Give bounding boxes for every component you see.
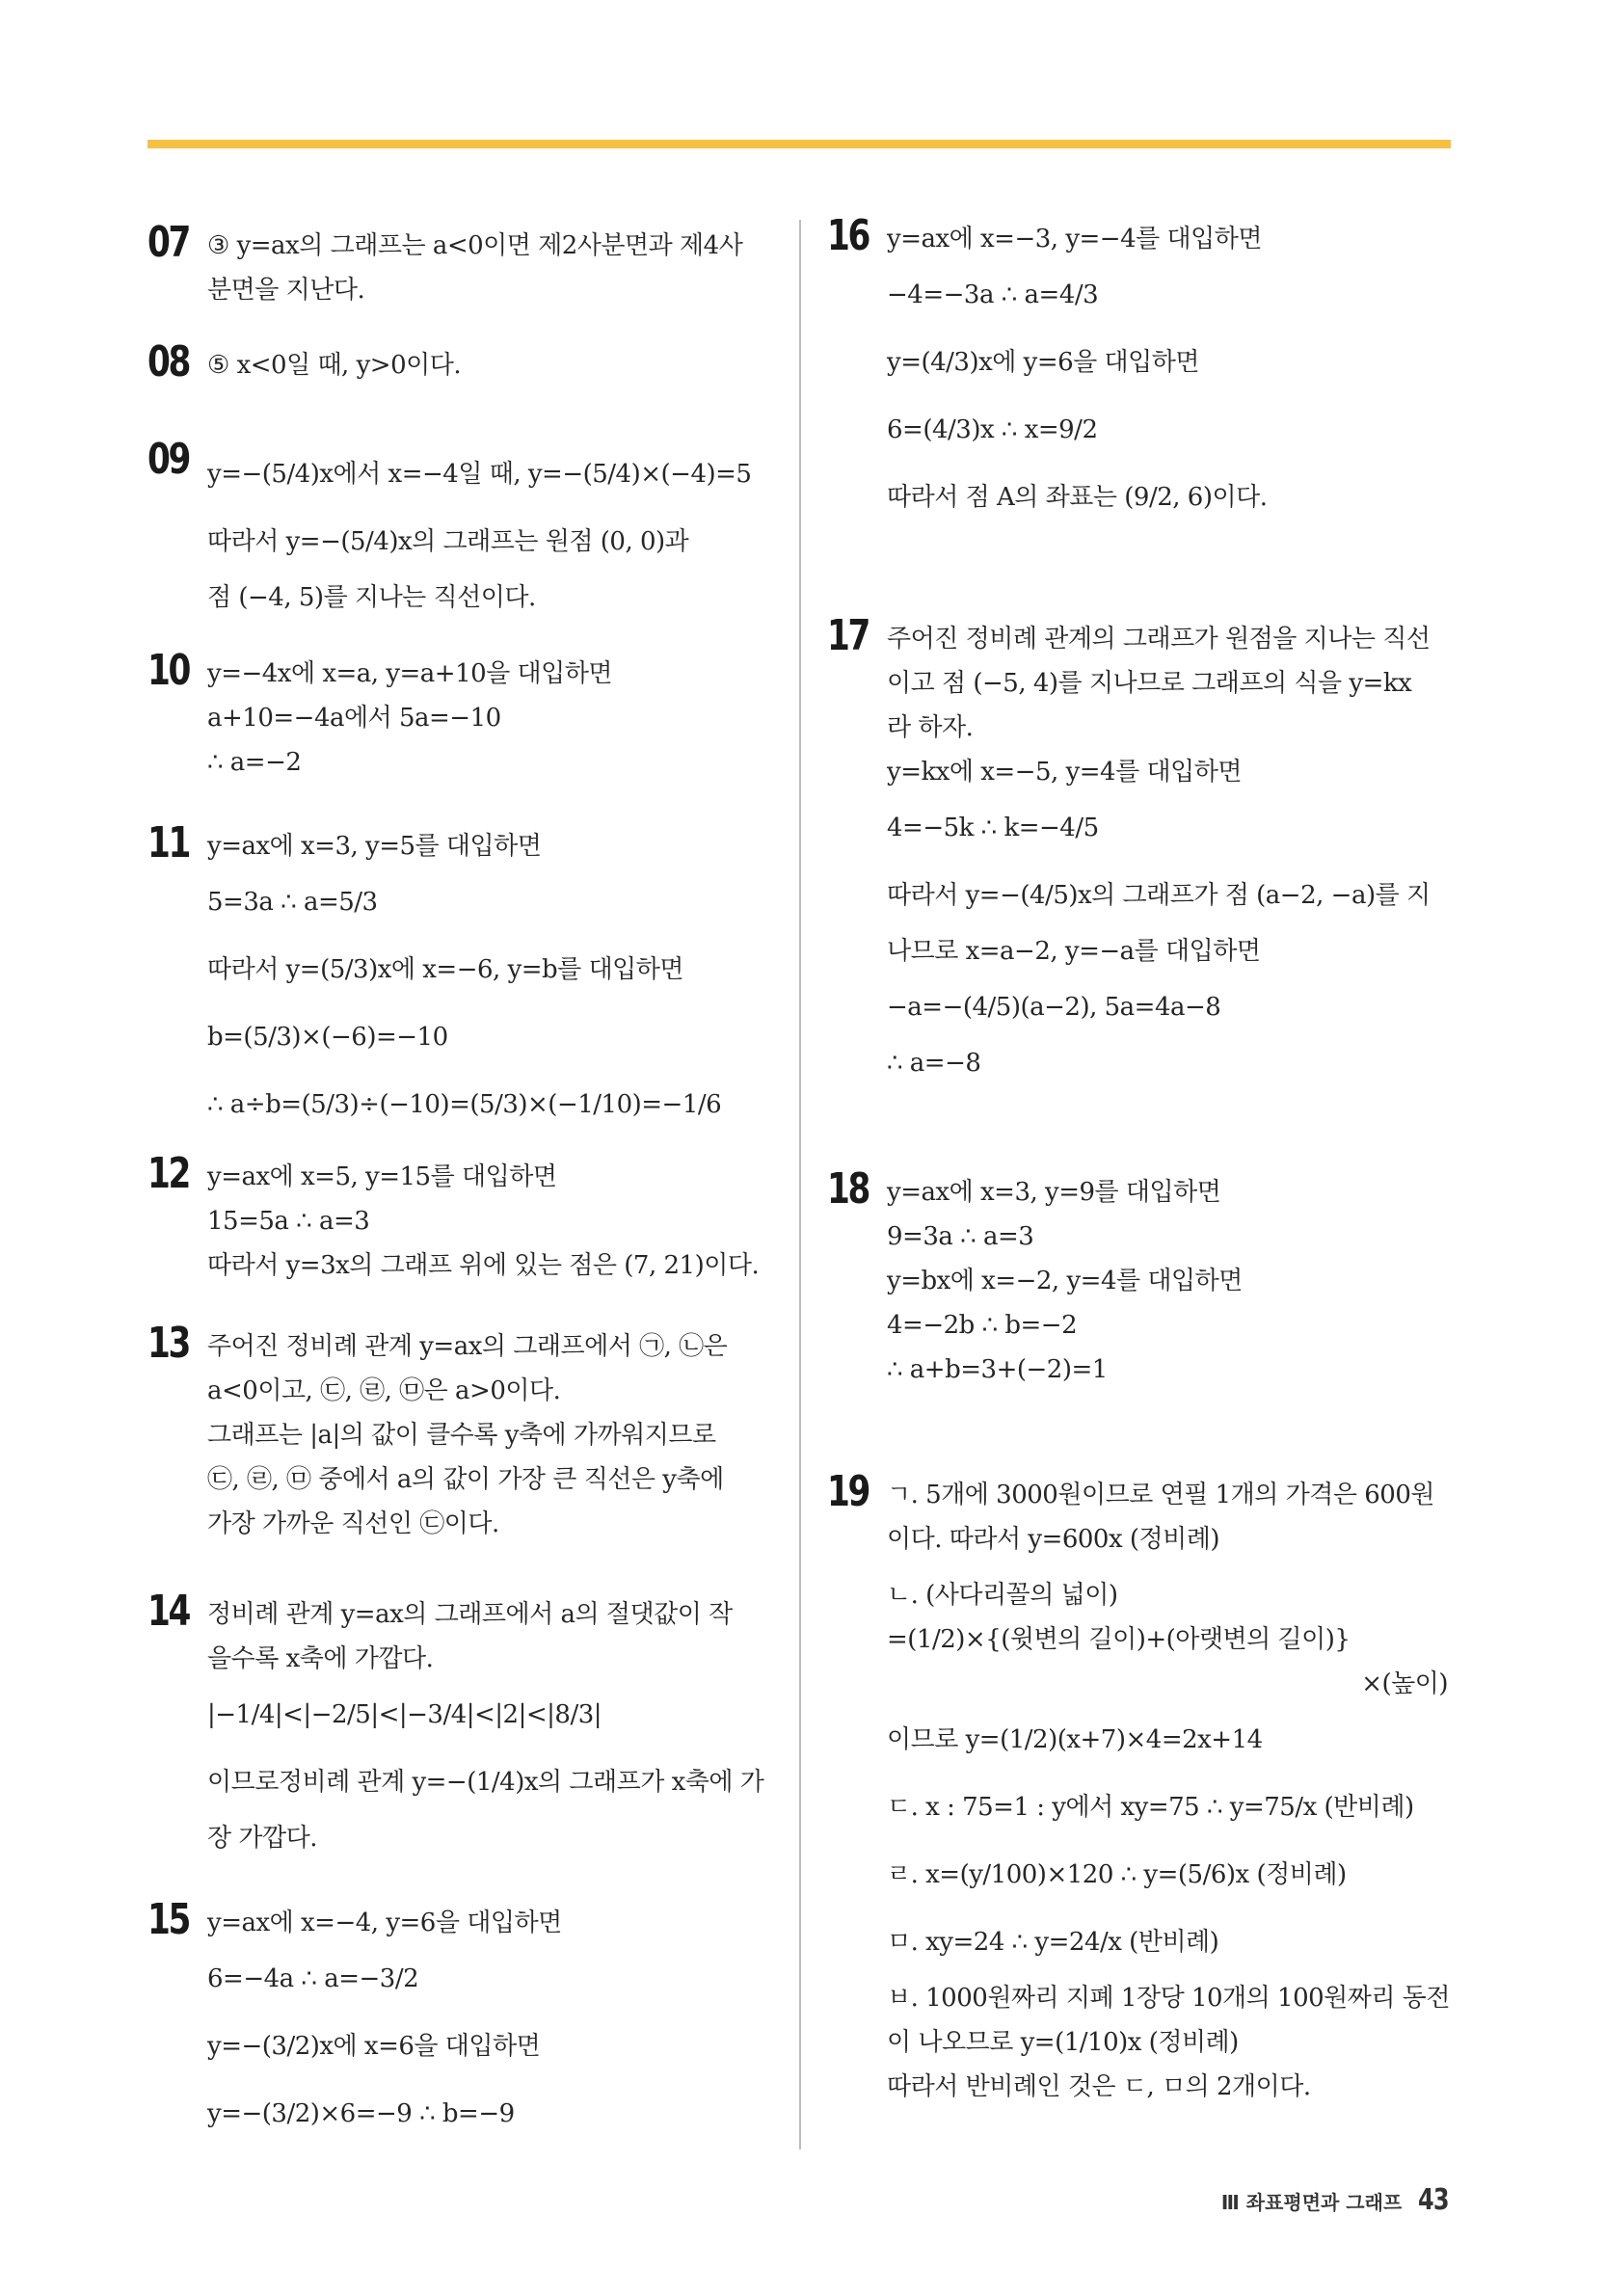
solution-line: a+10=−4a에서 5a=−10 [207, 704, 501, 733]
solution-line: y=kx에 x=−5, y=4를 대입하면 [887, 758, 1242, 787]
page-number: 43 [1418, 2183, 1450, 2217]
header-rule [147, 140, 1451, 148]
solution-line: 장 가깝다. [207, 1824, 317, 1853]
solution-line: b=(5/3)×(−6)=−10 [207, 1023, 448, 1052]
solution-line: y=−(3/2)×6=−9 ∴ b=−9 [207, 2099, 515, 2128]
problem-number: 16 [827, 211, 869, 260]
solution-line: ∴ a÷b=(5/3)÷(−10)=(5/3)×(−1/10)=−1/6 [207, 1090, 722, 1119]
solution-line: y=−(5/4)x에서 x=−4일 때, y=−(5/4)×(−4)=5 [207, 460, 752, 489]
page-footer [1221, 2183, 1453, 2217]
problem-number: 09 [147, 435, 190, 484]
solution-line: 15=5a ∴ a=3 [207, 1207, 370, 1236]
solution-line: y=ax에 x=5, y=15를 대입하면 [207, 1162, 557, 1191]
solution-line: ㉢, ㉣, ㉤ 중에서 a의 값이 가장 큰 직선은 y축에 [207, 1465, 724, 1494]
solution-line: 점 (−4, 5)를 지나는 직선이다. [207, 583, 536, 612]
section-title: Ⅲ 좌표평면과 그래프 [1220, 2191, 1403, 2214]
solution-line: ⑤ x<0일 때, y>0이다. [207, 351, 462, 380]
solution-line: 이므로 y=(1/2)(x+7)×4=2x+14 [887, 1725, 1263, 1754]
solution-line: 이 나오므로 y=(1/10)x (정비례) [887, 2028, 1239, 2057]
solution-line: ∴ a=−2 [207, 748, 302, 777]
solution-line: 정비례 관계 y=ax의 그래프에서 a의 절댓값이 작 [207, 1600, 733, 1629]
solution-line: ③ y=ax의 그래프는 a<0이면 제2사분면과 제4사 [207, 231, 743, 260]
solution-line: −4=−3a ∴ a=4/3 [887, 280, 1099, 309]
solution-line: y=ax에 x=−4, y=6을 대입하면 [207, 1909, 562, 1937]
solution-line: 을수록 x축에 가깝다. [207, 1644, 434, 1673]
problem-number: 19 [827, 1467, 869, 1516]
solution-line: ㄱ. 5개에 3000원이므로 연필 1개의 가격은 600원 [887, 1481, 1434, 1509]
solution-line: 주어진 정비례 관계 y=ax의 그래프에서 ㉠, ㉡은 [207, 1332, 728, 1361]
problem-number: 18 [827, 1164, 869, 1214]
solution-line: 그래프는 |a|의 값이 클수록 y축에 가까워지므로 [207, 1421, 716, 1450]
solution-line: y=ax에 x=−3, y=−4를 대입하면 [887, 225, 1262, 254]
solution-line: 따라서 y=3x의 그래프 위에 있는 점은 (7, 21)이다. [207, 1251, 760, 1280]
solution-line: y=ax에 x=3, y=5를 대입하면 [207, 832, 542, 861]
solution-line: a<0이고, ㉢, ㉣, ㉤은 a>0이다. [207, 1376, 561, 1405]
problem-number: 07 [147, 218, 190, 267]
solution-line: 이므로정비례 관계 y=−(1/4)x의 그래프가 x축에 가 [207, 1768, 764, 1797]
solution-line: 5=3a ∴ a=5/3 [207, 888, 378, 917]
problem-number: 08 [147, 337, 190, 387]
problem-number: 11 [147, 818, 190, 868]
problem-number: 12 [147, 1149, 190, 1198]
problem-number: 17 [827, 611, 869, 660]
column-divider [799, 220, 801, 2149]
solution-line: 분면을 지난다. [207, 276, 365, 305]
solution-line: y=−4x에 x=a, y=a+10을 대입하면 [207, 659, 613, 688]
solution-line: 따라서 점 A의 좌표는 (9/2, 6)이다. [887, 483, 1268, 512]
solution-line: y=bx에 x=−2, y=4를 대입하면 [887, 1267, 1243, 1295]
solution-line: ㄹ. x=(y/100)×120 ∴ y=(5/6)x (정비례) [887, 1860, 1347, 1889]
solution-line: y=−(3/2)x에 x=6을 대입하면 [207, 2032, 541, 2061]
solution-line: ㄷ. x : 75=1 : y에서 xy=75 ∴ y=75/x (반비례) [887, 1793, 1414, 1822]
solution-line: ㅂ. 1000원짜리 지폐 1장당 10개의 100원짜리 동전 [887, 1984, 1451, 2013]
solution-line: y=(4/3)x에 y=6을 대입하면 [887, 348, 1200, 377]
solution-line: ∴ a+b=3+(−2)=1 [887, 1355, 1108, 1384]
problem-number: 13 [147, 1319, 190, 1368]
solution-line: ㅁ. xy=24 ∴ y=24/x (반비례) [887, 1928, 1219, 1957]
problem-number: 15 [147, 1895, 190, 1944]
solution-line: −a=−(4/5)(a−2), 5a=4a−8 [887, 993, 1221, 1022]
solution-line: 따라서 y=(5/3)x에 x=−6, y=b를 대입하면 [207, 955, 684, 984]
solution-line: 9=3a ∴ a=3 [887, 1222, 1034, 1251]
solution-line: 주어진 정비례 관계의 그래프가 원점을 지나는 직선 [887, 625, 1431, 654]
solution-line: 따라서 y=−(5/4)x의 그래프는 원점 (0, 0)과 [207, 527, 689, 556]
solution-line: 4=−5k ∴ k=−4/5 [887, 814, 1099, 842]
solution-line: 따라서 y=−(4/5)x의 그래프가 점 (a−2, −a)를 지 [887, 881, 1431, 910]
solution-line: 6=(4/3)x ∴ x=9/2 [887, 415, 1098, 444]
problem-number: 10 [147, 646, 190, 695]
solution-line: ×(높이) [1361, 1669, 1448, 1698]
solution-line: 가장 가까운 직선인 ㉢이다. [207, 1509, 499, 1538]
solution-line: 이고 점 (−5, 4)를 지나므로 그래프의 식을 y=kx [887, 669, 1412, 698]
solution-line: ∴ a=−8 [887, 1049, 981, 1078]
solution-line: 라 하자. [887, 713, 974, 742]
solution-line: ㄴ. (사다리꼴의 넓이) [887, 1581, 1118, 1610]
solution-line: 따라서 반비례인 것은 ㄷ, ㅁ의 2개이다. [887, 2072, 1311, 2101]
solution-line: =(1/2)×{(윗변의 길이)+(아랫변의 길이)} [887, 1625, 1351, 1654]
solution-line: 나므로 x=a−2, y=−a를 대입하면 [887, 937, 1261, 966]
solution-line: 6=−4a ∴ a=−3/2 [207, 1964, 419, 1993]
solution-line: |−1/4|<|−2/5|<|−3/4|<|2|<|8/3| [207, 1700, 602, 1729]
solution-line: y=ax에 x=3, y=9를 대입하면 [887, 1178, 1221, 1207]
problem-number: 14 [147, 1587, 190, 1636]
solution-line: 4=−2b ∴ b=−2 [887, 1311, 1078, 1340]
solution-line: 이다. 따라서 y=600x (정비례) [887, 1525, 1220, 1554]
